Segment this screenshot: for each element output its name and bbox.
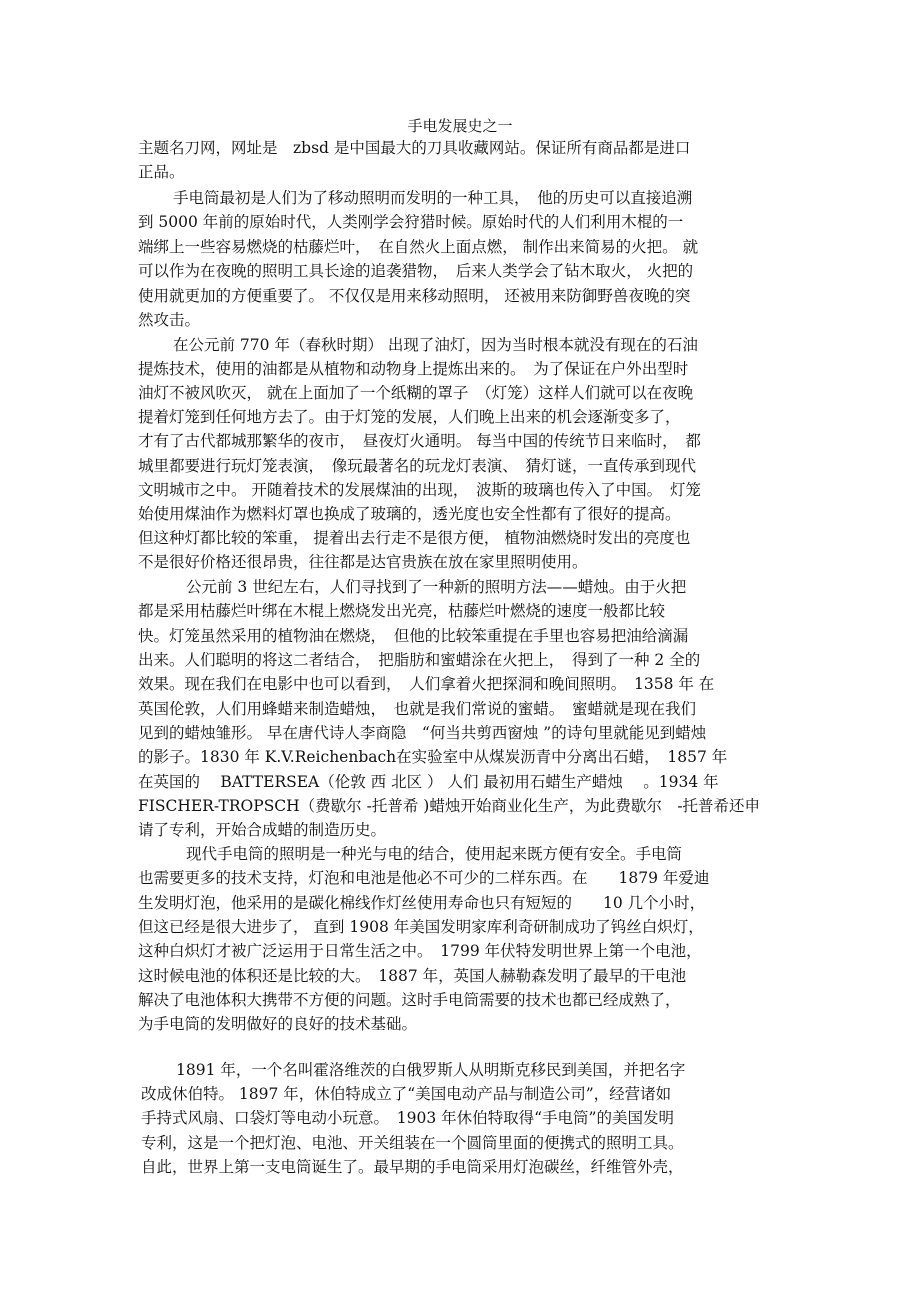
text-line: 生发明灯泡，他采用的是碳化棉线作灯丝使用寿命也只有短短的 10 几个小时， <box>138 894 706 912</box>
text-line: 提着灯笼到任何地方去了。由于灯笼的发展，人们晚上出来的机会逐渐变多了， <box>138 408 681 426</box>
text-line: 见到的蜡烛雏形。 早在唐代诗人李商隐 “何当共剪西窗烛 ”的诗句里就能见到蜡烛 <box>138 724 707 742</box>
text-line: 现代手电筒的照明是一种光与电的结合，使用起来既方便有安全。手电筒 <box>186 845 683 863</box>
text-line: 城里都要进行玩灯笼表演， 像玩最著名的玩龙灯表演、 猜灯谜，一直传承到现代 <box>138 457 697 475</box>
text-line: 的影子。1830 年 K.V.Reichenbach在实验室中从煤炭沥青中分离出石蜡， 1857 年 <box>138 748 728 766</box>
text-line: 出来。人们聪明的将这二者结合， 把脂肪和蜜蜡涂在火把上， 得到了一种 2 全的 <box>138 651 701 669</box>
text-line: 专利，这是一个把灯泡、电池、开关组装在一个圆筒里面的便携式的照明工具。 <box>141 1134 684 1152</box>
document-title: 手电发展史之一 <box>407 117 513 135</box>
text-line: 不是很好价格还很昂贵，往往都是达官贵族在放在家里照明使用。 <box>138 553 588 571</box>
text-line: FISCHER-TROPSCH（费歇尔 -托普希 )蜡烛开始商业化生产，为此费歇尔 -托普希还申 <box>138 797 761 815</box>
text-line: 正品。 <box>138 163 185 181</box>
text-line: 都是采用枯藤烂叶绑在木棍上燃烧发出光亮，枯藤烂叶燃烧的速度一般都比较 <box>138 602 666 620</box>
text-line: 快。灯笼虽然采用的植物油在燃烧， 但他的比较笨重提在手里也容易把油给滴漏 <box>138 627 689 645</box>
text-line: 这时候电池的体积还是比较的大。 1887 年，英国人赫勒森发明了最早的干电池 <box>138 967 687 985</box>
text-line: 请了专利，开始合成蜡的制造历史。 <box>138 821 387 839</box>
text-line: 在公元前 770 年（春秋时期） 出现了油灯，因为当时根本就没有现在的石油 <box>173 336 698 354</box>
text-line: 英国伦敦，人们用蜂蜡来制造蜡烛， 也就是我们常说的蜜蜡。 蜜蜡就是现在我们 <box>138 700 697 718</box>
text-line: 端绑上一些容易燃烧的枯藤烂叶， 在自然火上面点燃， 制作出来简易的火把。 就 <box>138 238 699 256</box>
text-line: 效果。现在我们在电影中也可以看到， 人们拿着火把探洞和晚间照明。 1358 年 在 <box>138 675 715 693</box>
text-line: 但这已经是很大进步了， 直到 1908 年美国发明家库利奇研制成功了钨丝白炽灯， <box>138 918 704 936</box>
text-line: 在英国的 BATTERSEA（伦敦 西 北区 ） 人们 最初用石蜡生产蜡烛 。1934 年 <box>138 773 719 791</box>
text-line: 解决了电池体积大携带不方便的问题。这时手电筒需要的技术也都已经成熟了， <box>138 991 681 1009</box>
text-line: 可以作为在夜晚的照明工具长途的追袭猎物， 后来人类学会了钻木取火， 火把的 <box>138 262 694 280</box>
text-line: 自此，世界上第一支电筒诞生了。最早期的手电筒采用灯泡碳丝，纤维管外壳， <box>141 1158 684 1176</box>
text-line: 使用就更加的方便重要了。 不仅仅是用来移动照明， 还被用来防御野兽夜晚的突 <box>138 287 691 305</box>
text-line: 然攻击。 <box>138 311 201 329</box>
text-line: 到 5000 年前的原始时代，人类刚学会狩猎时候。原始时代的人们利用木棍的一 <box>138 213 684 231</box>
text-line: 1891 年，一个名叫霍洛维茨的白俄罗斯人从明斯克移民到美国，并把名字 <box>176 1061 686 1079</box>
text-line: 油灯不被风吹灭， 就在上面加了一个纸糊的罩子 （灯笼）这样人们就可以在夜晚 <box>138 384 694 402</box>
text-line: 始使用煤油作为燃料灯罩也换成了玻璃的，透光度也安全性都有了很好的提高。 <box>138 505 681 523</box>
text-line: 这种白炽灯才被广泛运用于日常生活之中。 1799 年伏特发明世界上第一个电池， <box>138 942 702 960</box>
text-line: 也需要更多的技术支持，灯泡和电池是他必不可少的二样东西。在 1879 年爱迪 <box>138 869 710 887</box>
text-line: 为手电筒的发明做好的良好的技术基础。 <box>138 1015 418 1033</box>
text-line: 手持式风扇、口袋灯等电动小玩意。 1903 年休伯特取得“手电筒”的美国发明 <box>141 1109 674 1127</box>
text-line: 才有了古代都城那繁华的夜市， 昼夜灯火通明。 每当中国的传统节日来临时， 都 <box>138 432 701 450</box>
text-line: 公元前 3 世纪左右，人们寻找到了一种新的照明方法——蜡烛。由于火把 <box>186 578 687 596</box>
text-line: 改成休伯特。 1897 年，休伯特成立了“美国电动产品与制造公司”，经营诸如 <box>141 1085 672 1103</box>
text-line: 但这种灯都比较的笨重， 提着出去行走不是很方便， 植物油燃烧时发出的亮度也 <box>138 529 691 547</box>
text-line: 提炼技术，使用的油都是从植物和动物身上提炼出来的。 为了保证在户外出型时 <box>138 360 689 378</box>
text-line: 文明城市之中。 开随着技术的发展煤油的出现， 波斯的玻璃也传入了中国。 灯笼 <box>138 481 701 499</box>
text-line: 主题名刀网，网址是 zbsd 是中国最大的刀具收藏网站。保证所有商品都是进口 <box>138 139 691 157</box>
text-line: 手电筒最初是人们为了移动照明而发明的一种工具， 他的历史可以直接追溯 <box>173 189 693 207</box>
